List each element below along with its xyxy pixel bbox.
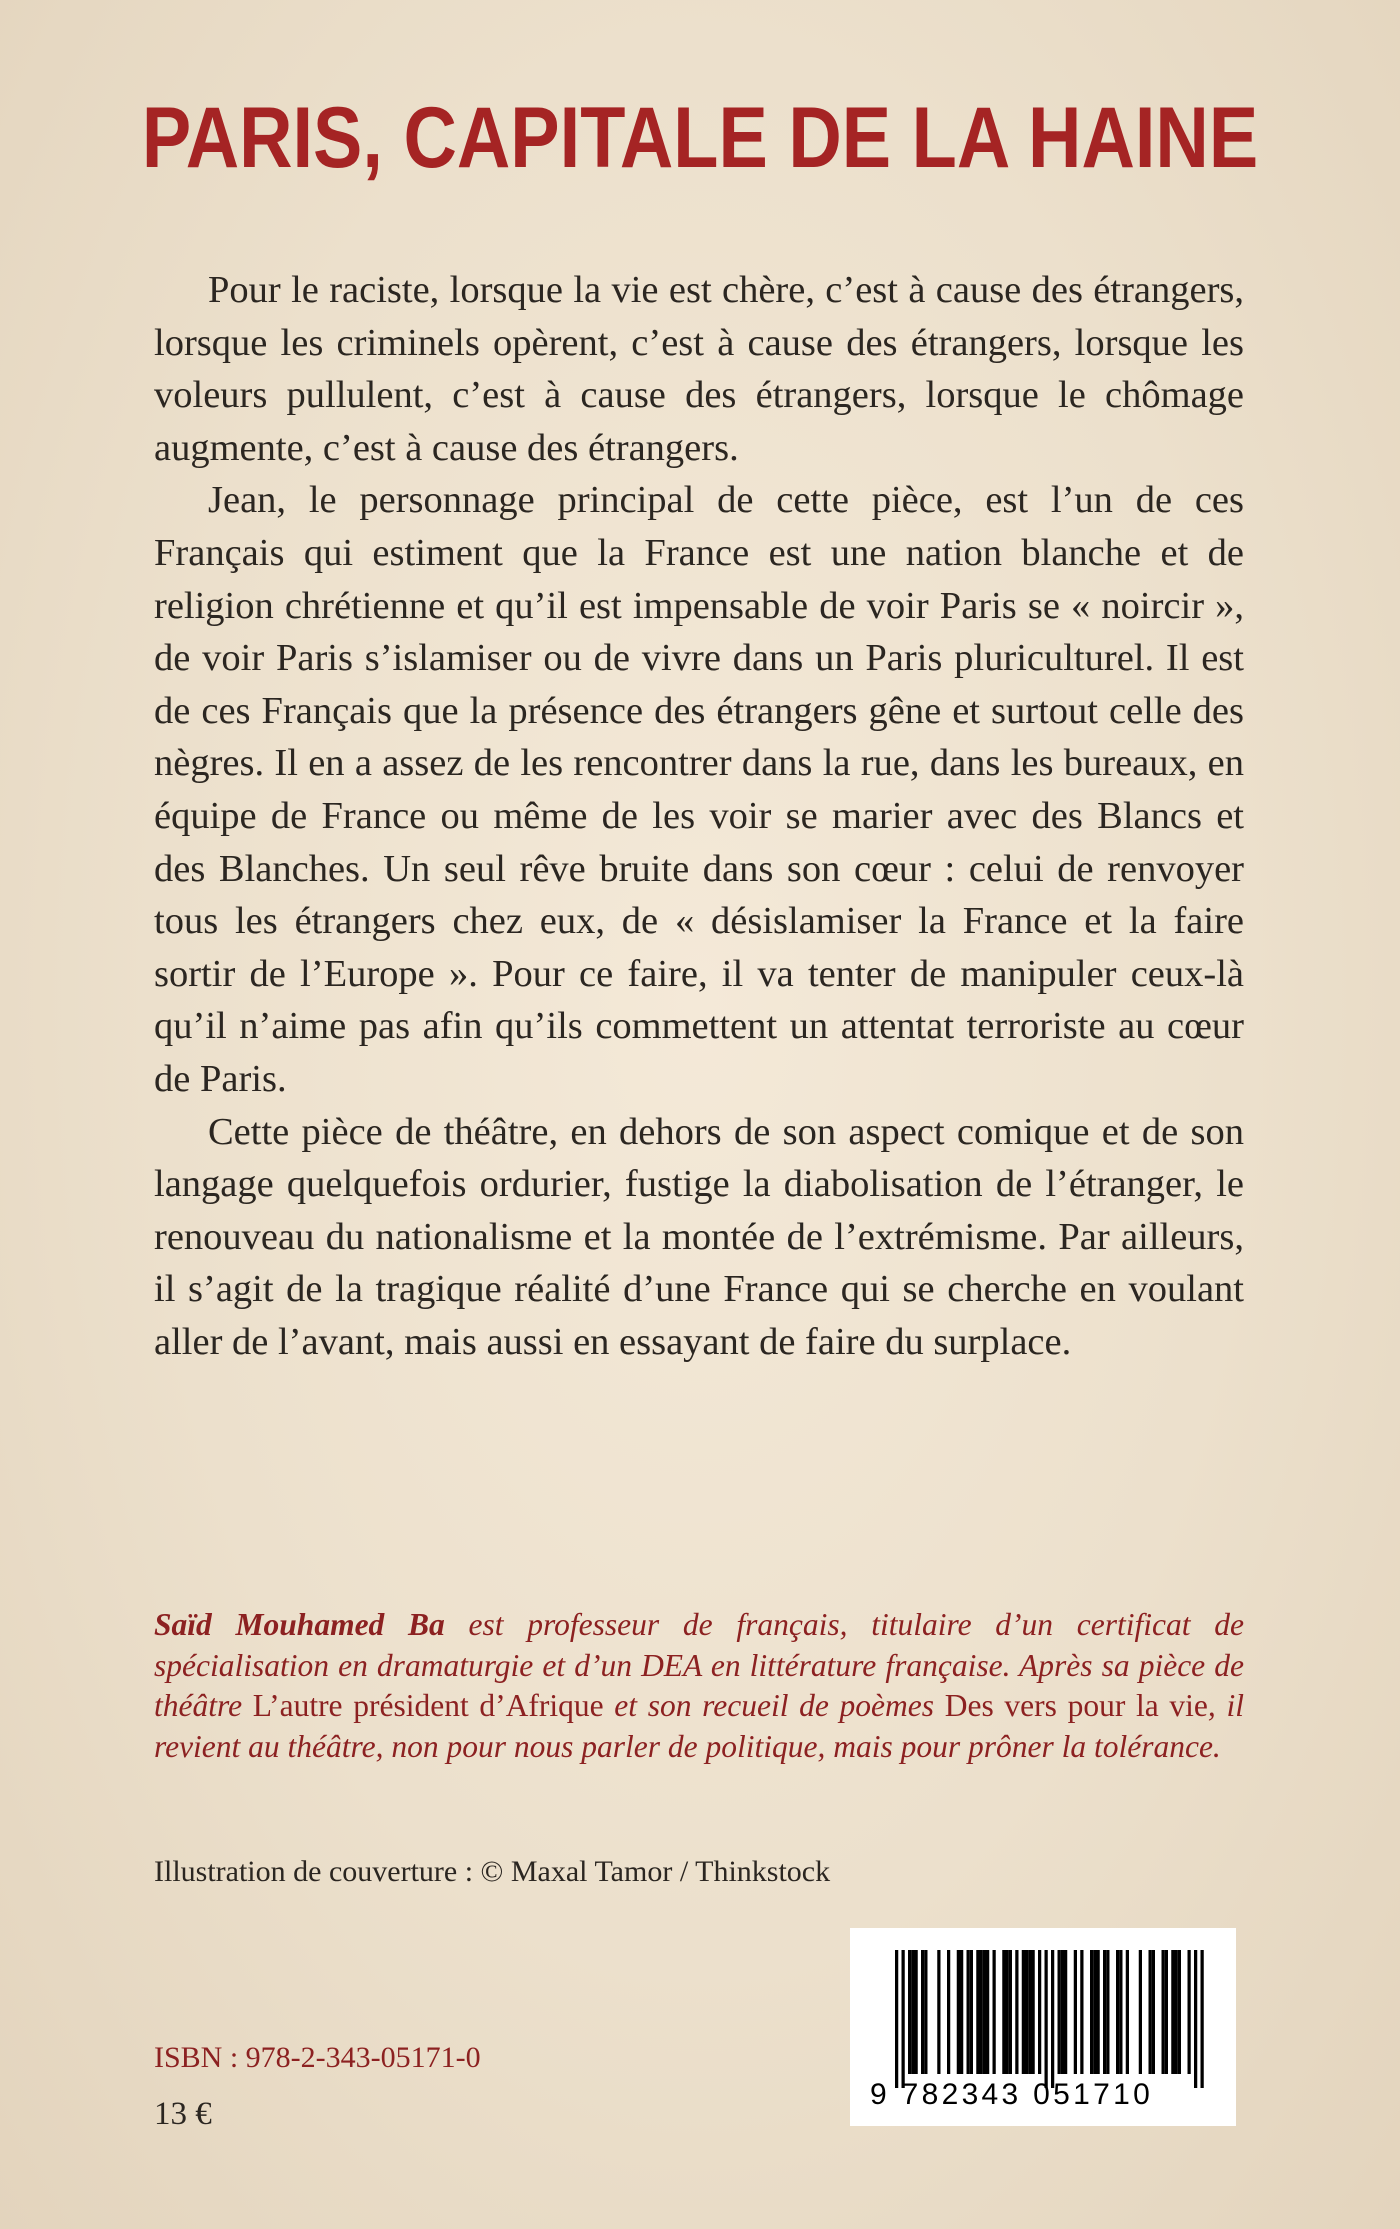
barcode-bar — [993, 1950, 996, 2074]
barcode-bar — [1006, 1950, 1009, 2074]
barcode-bar — [960, 1950, 963, 2074]
barcode-bar — [1015, 1950, 1018, 2074]
barcode-bar — [1061, 1950, 1064, 2074]
barcode — [850, 1928, 1236, 2126]
barcode-bar — [1090, 1950, 1093, 2074]
author-name: Saïd Mouhamed Ba — [154, 1607, 445, 1642]
barcode-digits: 9 782343 051710 — [870, 2078, 1154, 2111]
barcode-bar — [980, 1950, 983, 2074]
barcode-bar — [1152, 1950, 1155, 2074]
barcode-bar — [1126, 1950, 1129, 2074]
barcode-bar — [911, 1950, 914, 2074]
barcode-bar — [1171, 1950, 1174, 2074]
bio-text-2: et son recueil de poèmes — [603, 1688, 945, 1723]
barcode-bar — [1194, 1950, 1197, 2088]
bio-work-2: Des vers pour la vie — [944, 1688, 1208, 1723]
barcode-bar — [1025, 1950, 1028, 2074]
barcode-bar — [1165, 1950, 1168, 2074]
barcode-bar — [1045, 1950, 1048, 2088]
book-blurb — [154, 264, 1244, 1368]
barcode-bar — [915, 1950, 918, 2074]
barcode-bar — [986, 1950, 989, 2074]
blurb-paragraph-1: Pour le raciste, lorsque la vie est chère, c’est à cause des étrangers, lorsque les criminels opèrent, c’est à cause des étrangers, lorsque les voleurs pullulent, c’est à cause des étrangers, lorsque le chômage augmente, c’est à cause des étrangers. — [154, 269, 1244, 469]
blurb-paragraph-3: Cette pièce de théâtre, en dehors de son aspect comique et de son langage quelquefois ordurier, fustige la diabolisation de l’étranger, le renouveau du nationalisme et la montée de l’extrémisme. Par ailleurs, il s’agit de la tragique réalité d’une France qui se cherche en voulant aller de l’avant, mais aussi en essayant de faire du surplace. — [154, 1110, 1244, 1363]
barcode-bar — [1038, 1950, 1041, 2074]
barcode-bar — [902, 1950, 905, 2088]
barcode-bar — [1097, 1950, 1100, 2074]
barcode-bar — [924, 1950, 927, 2074]
barcode-bar — [1064, 1950, 1067, 2074]
blurb-paragraph-2: Jean, le personnage principal de cette pièce, est l’un de ces Français qui estiment que la France est une nation blanche et de religion chrétienne et qu’il est impensable de voir Paris se « noircir », de voir Paris s’islamiser ou de vivre dans un Paris pluriculturel. Il est de ces Français que la présence des étrangers gêne et surtout celle des nègres. Il en a assez de les rencontrer dans la rue, dans les bureaux, en équipe de France ou même de les voir se marier avec des Blancs et des Blanches. Un seul rêve bruite dans son cœur : celui de renvoyer tous les étrangers chez eux, de « désislamiser la France et la faire sortir de l’Europe ». Pour ce faire, il va tenter de manipuler ceux-là qu’il n’aime pas afin qu’ils commettent un attentat terroriste au cœur de Paris. — [154, 479, 1244, 1100]
barcode-bar — [1149, 1950, 1152, 2074]
barcode-bar — [1119, 1950, 1122, 2074]
barcode-bar — [895, 1950, 898, 2088]
barcode-bar — [921, 1950, 924, 2074]
isbn-number: ISBN : 978-2-343-05171-0 — [154, 2041, 481, 2074]
barcode-bar — [1201, 1950, 1204, 2088]
barcode-bar — [1139, 1950, 1142, 2074]
barcode-bar — [983, 1950, 986, 2074]
barcode-bar — [1002, 1950, 1005, 2074]
barcode-bar — [1028, 1950, 1031, 2074]
barcode-bar — [1093, 1950, 1096, 2074]
barcode-bar — [1116, 1950, 1119, 2074]
barcode-bar — [1162, 1950, 1165, 2074]
author-bio — [154, 1605, 1244, 1767]
barcode-bar — [957, 1950, 960, 2074]
barcode-bar — [967, 1950, 970, 2074]
barcode-bar — [1080, 1950, 1083, 2074]
bio-text-3: , il revient au théâtre, non pour nous parler de politique, mais pour prôner la tolérance. — [154, 1688, 1244, 1764]
barcode-bar — [1106, 1950, 1109, 2074]
barcode-bar — [1074, 1950, 1077, 2074]
book-title: PARIS, CAPITALE DE LA HAINE — [141, 90, 1259, 186]
barcode-bar — [1022, 1950, 1025, 2074]
barcode-bar — [908, 1950, 911, 2074]
illustration-credit: Illustration de couverture : © Maxal Tamor / Thinkstock — [154, 1855, 831, 1888]
barcode-bar — [937, 1950, 940, 2074]
barcode-bar — [1032, 1950, 1035, 2074]
barcode-bar — [976, 1950, 979, 2074]
price: 13 € — [154, 2096, 212, 2132]
barcode-bar — [1051, 1950, 1054, 2088]
barcode-bar — [1103, 1950, 1106, 2074]
bio-text-1: est professeur de français, titulaire d’un certificat de spécialisation en dramaturgie et d’un DEA en littérature française. Après sa pièce de théâtre — [154, 1607, 1244, 1723]
barcode-bar — [1175, 1950, 1178, 2074]
barcode-bar — [1058, 1950, 1061, 2074]
bio-work-1: L’autre président d’Afrique — [252, 1688, 604, 1723]
barcode-bar — [970, 1950, 973, 2074]
barcode-bar — [947, 1950, 950, 2074]
barcode-bar — [1178, 1950, 1181, 2074]
barcode-bar — [1188, 1950, 1191, 2074]
barcode-bar — [1009, 1950, 1012, 2074]
